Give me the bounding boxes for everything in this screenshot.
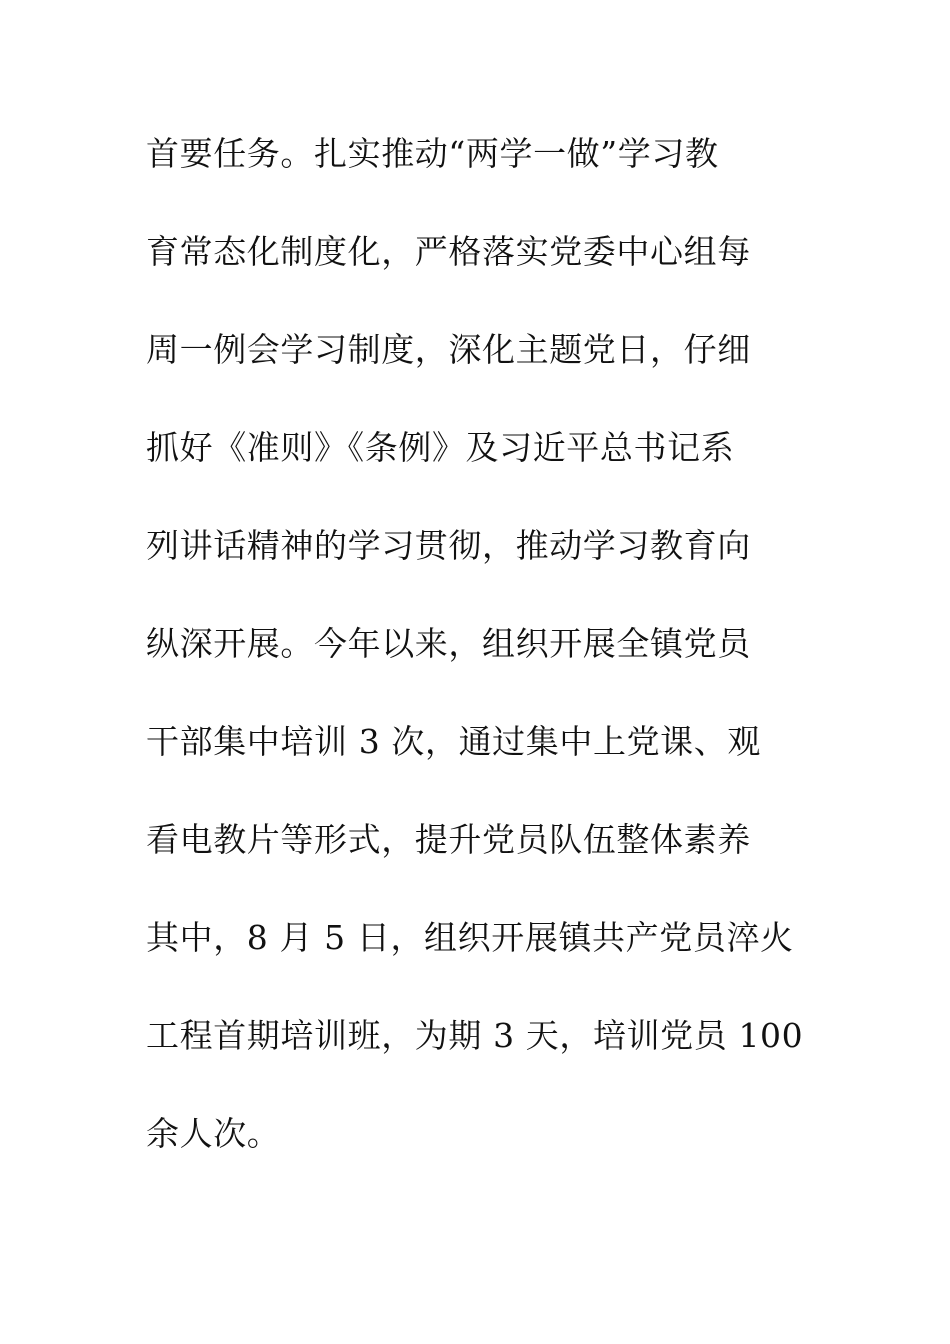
paragraph-line: 干部集中培训 3 次，通过集中上党课、观 [146, 722, 761, 761]
paragraph-line: 余人次。 [146, 1114, 281, 1153]
paragraph-line: 工程首期培训班，为期 3 天，培训党员 100 [146, 1016, 804, 1055]
body-paragraph [146, 124, 826, 1202]
paragraph-line: 抓好《准则》《条例》及习近平总书记系 [146, 428, 735, 467]
paragraph-line: 周一例会学习制度，深化主题党日，仔细 [146, 330, 751, 369]
paragraph-line: 看电教片等形式，提升党员队伍整体素养 [146, 820, 751, 859]
paragraph-line: 首要任务。扎实推动“两学一做”学习教 [146, 134, 719, 173]
paragraph-line: 其中，8 月 5 日，组织开展镇共产党员淬火 [146, 918, 794, 957]
paragraph-line: 育常态化制度化，严格落实党委中心组每 [146, 232, 751, 271]
paragraph-line: 纵深开展。今年以来，组织开展全镇党员 [146, 624, 751, 663]
paragraph-line: 列讲话精神的学习贯彻，推动学习教育向 [146, 526, 751, 565]
